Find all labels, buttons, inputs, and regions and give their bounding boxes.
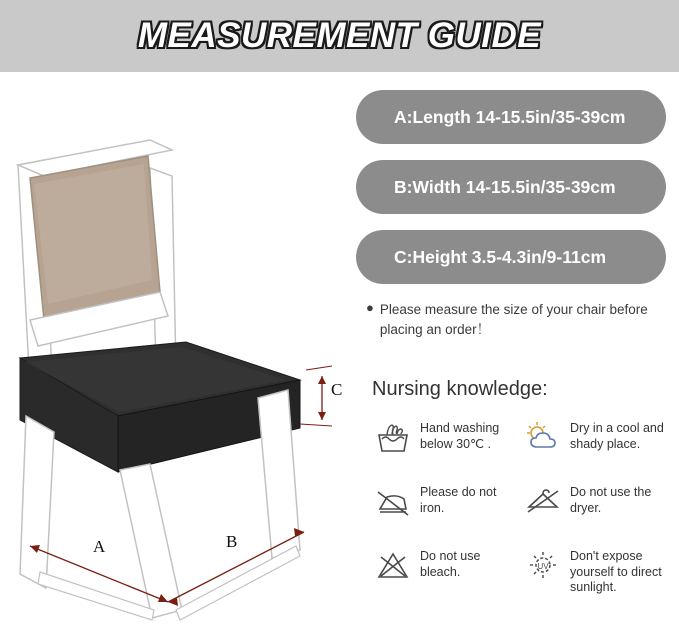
measurement-pill-c — [356, 230, 666, 284]
dry-in-shade-icon — [522, 418, 564, 458]
measurement-label-a: A:Length 14-15.5in/35-39cm — [394, 106, 626, 127]
care-text-no-dryer: Do not use the dryer. — [570, 485, 652, 515]
measurement-pill-a — [356, 90, 666, 144]
care-item-dry-in-shade — [522, 418, 672, 482]
no-bleach-icon — [372, 546, 414, 586]
measure-note — [356, 300, 666, 339]
svg-text:UV: UV — [537, 562, 549, 571]
seat-cover — [20, 342, 300, 472]
bullet-icon: ● — [366, 300, 374, 315]
dimension-label-b: B — [226, 532, 238, 551]
dimension-label-a: A — [93, 537, 106, 556]
no-iron-icon — [372, 482, 414, 522]
care-instructions-grid — [372, 418, 672, 610]
measurements-panel — [356, 90, 666, 339]
chair-illustration — [0, 80, 356, 625]
nursing-knowledge-title: Nursing knowledge: — [372, 378, 548, 400]
care-text-no-bleach: Do not use bleach. — [420, 549, 481, 579]
measure-note-text: Please measure the size of your chair before placing an order！ — [379, 302, 648, 337]
measurement-label-c: C:Height 3.5-4.3in/9-11cm — [394, 246, 607, 267]
care-text-no-iron: Please do not iron. — [420, 485, 497, 515]
care-text-dry-in-shade: Dry in a cool and shady place. — [570, 421, 664, 451]
page-title: MEASUREMENT GUIDE — [137, 16, 542, 55]
care-item-no-bleach — [372, 546, 522, 610]
no-sunlight-icon — [522, 546, 564, 586]
care-item-no-sunlight — [522, 546, 672, 610]
care-item-no-iron — [372, 482, 522, 546]
measurement-pill-b — [356, 160, 666, 214]
dimension-label-c: C — [331, 380, 343, 399]
care-text-no-sunlight: Don't expose yourself to direct sunlight. — [570, 549, 662, 595]
hand-wash-icon — [372, 418, 414, 458]
no-tumble-dry-icon — [522, 482, 564, 522]
measurement-label-b: B:Width 14-15.5in/35-39cm — [394, 176, 616, 197]
care-item-no-dryer — [522, 482, 672, 546]
chair-diagram-svg — [0, 80, 356, 625]
care-text-hand-wash: Hand washing below 30℃ . — [420, 421, 500, 451]
header-banner — [0, 0, 679, 72]
care-item-hand-wash — [372, 418, 522, 482]
